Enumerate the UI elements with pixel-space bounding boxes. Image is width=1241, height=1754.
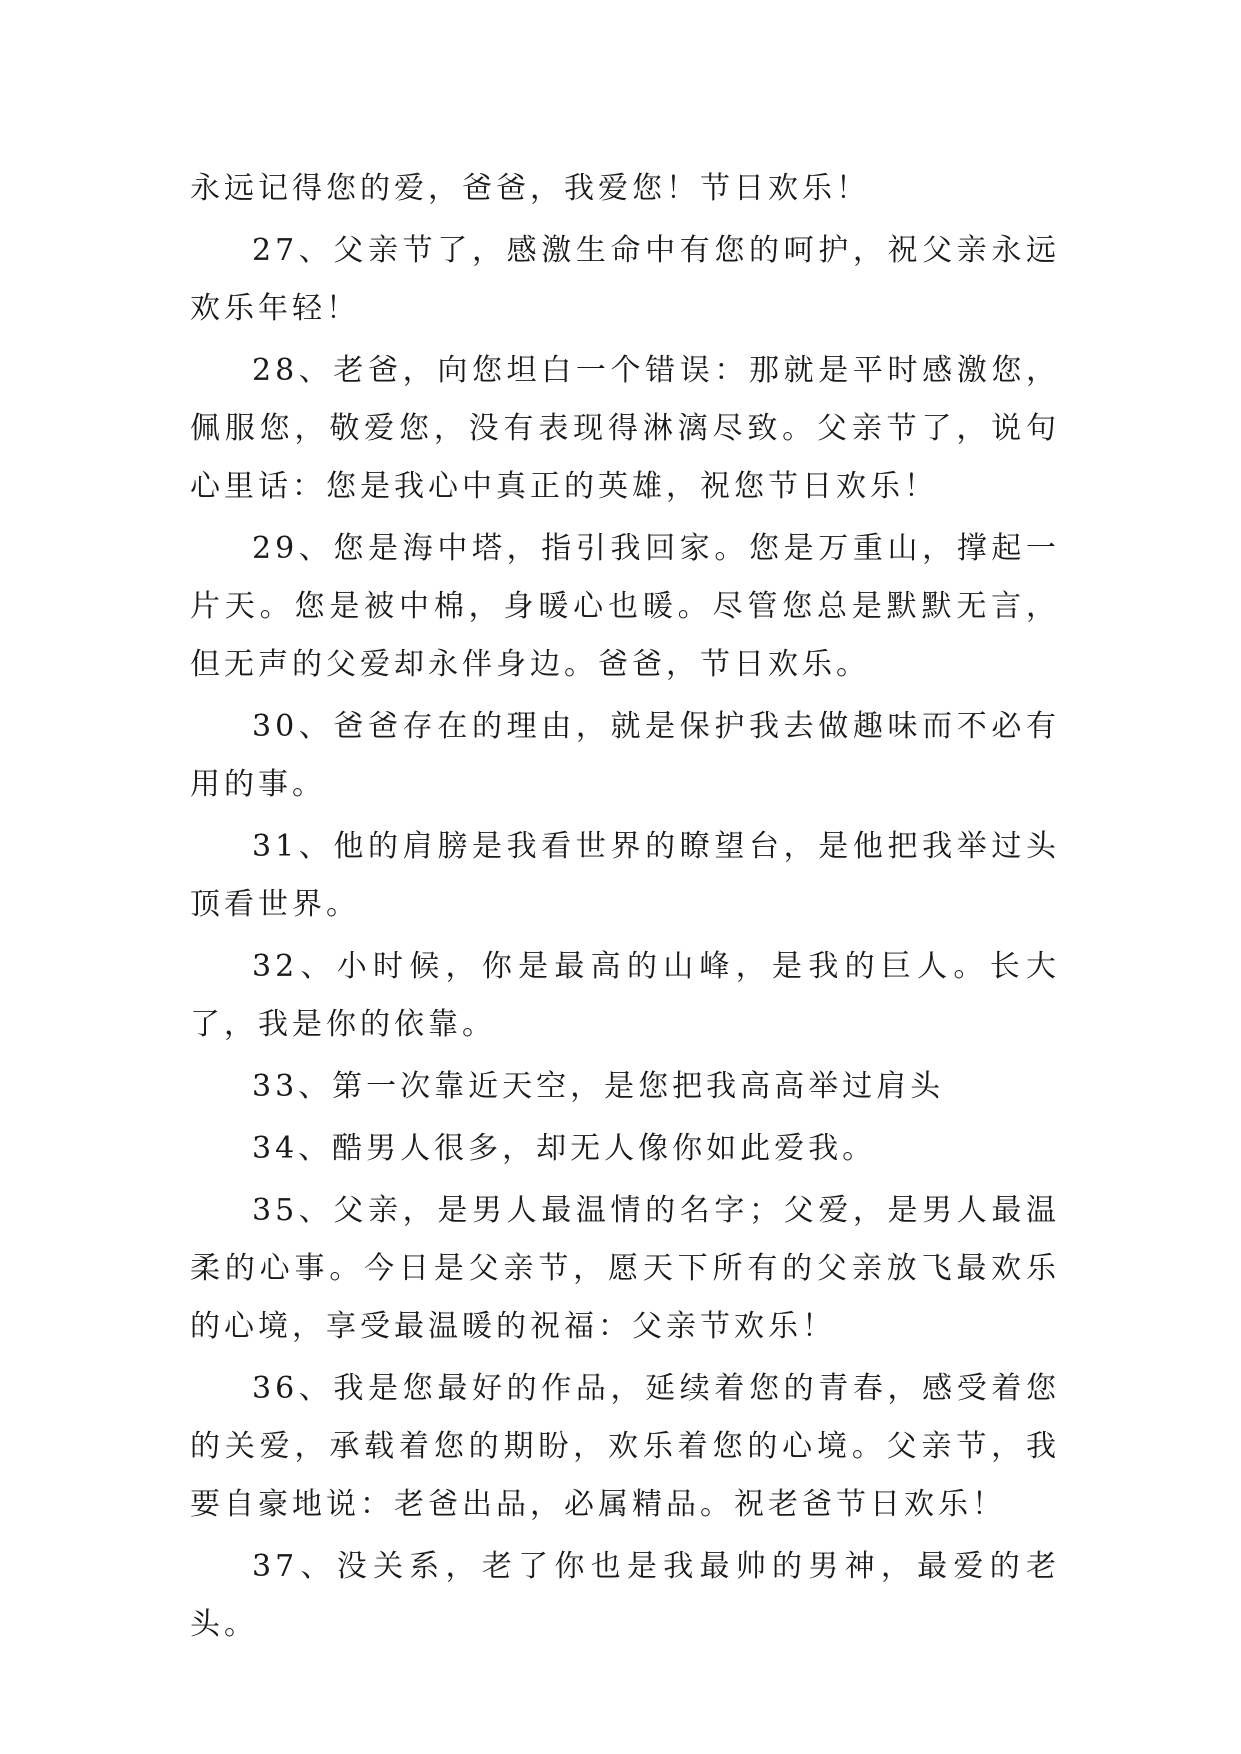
paragraph-27: 27、父亲节了，感激生命中有您的呵护，祝父亲永远欢乐年轻！ bbox=[190, 233, 1060, 326]
paragraph-32: 32、小时候，你是最高的山峰，是我的巨人。长大了，我是你的依靠。 bbox=[190, 949, 1060, 1042]
paragraph-37: 37、没关系，老了你也是我最帅的男神，最爱的老头。 bbox=[190, 1549, 1060, 1642]
document-body bbox=[190, 160, 1060, 1658]
paragraph-35: 35、父亲，是男人最温情的名字；父爱，是男人最温柔的心事。今日是父亲节，愿天下所有的父亲放飞最欢乐的心境，享受最温暖的祝福：父亲节欢乐！ bbox=[190, 1193, 1060, 1344]
paragraph-31: 31、他的肩膀是我看世界的瞭望台，是他把我举过头顶看世界。 bbox=[190, 829, 1060, 922]
paragraph-36: 36、我是您最好的作品，延续着您的青春，感受着您的关爱，承载着您的期盼，欢乐着您的心境。父亲节，我要自豪地说：老爸出品，必属精品。祝老爸节日欢乐！ bbox=[190, 1371, 1060, 1522]
paragraph-34: 34、酷男人很多，却无人像你如此爱我。 bbox=[252, 1131, 877, 1166]
paragraph-continuation: 永远记得您的爱，爸爸，我爱您！节日欢乐！ bbox=[190, 171, 870, 206]
paragraph-29: 29、您是海中塔，指引我回家。您是万重山，撑起一片天。您是被中棉，身暖心也暖。尽管您总是默默无言，但无声的父爱却永伴身边。爸爸，节日欢乐。 bbox=[190, 531, 1060, 682]
paragraph-30: 30、爸爸存在的理由，就是保护我去做趣味而不必有用的事。 bbox=[190, 709, 1060, 802]
paragraph-28: 28、老爸，向您坦白一个错误：那就是平时感激您，佩服您，敬爱您，没有表现得淋漓尽致。父亲节了，说句心里话：您是我心中真正的英雄，祝您节日欢乐！ bbox=[190, 353, 1060, 504]
paragraph-33: 33、第一次靠近天空，是您把我高高举过肩头 bbox=[252, 1069, 945, 1104]
